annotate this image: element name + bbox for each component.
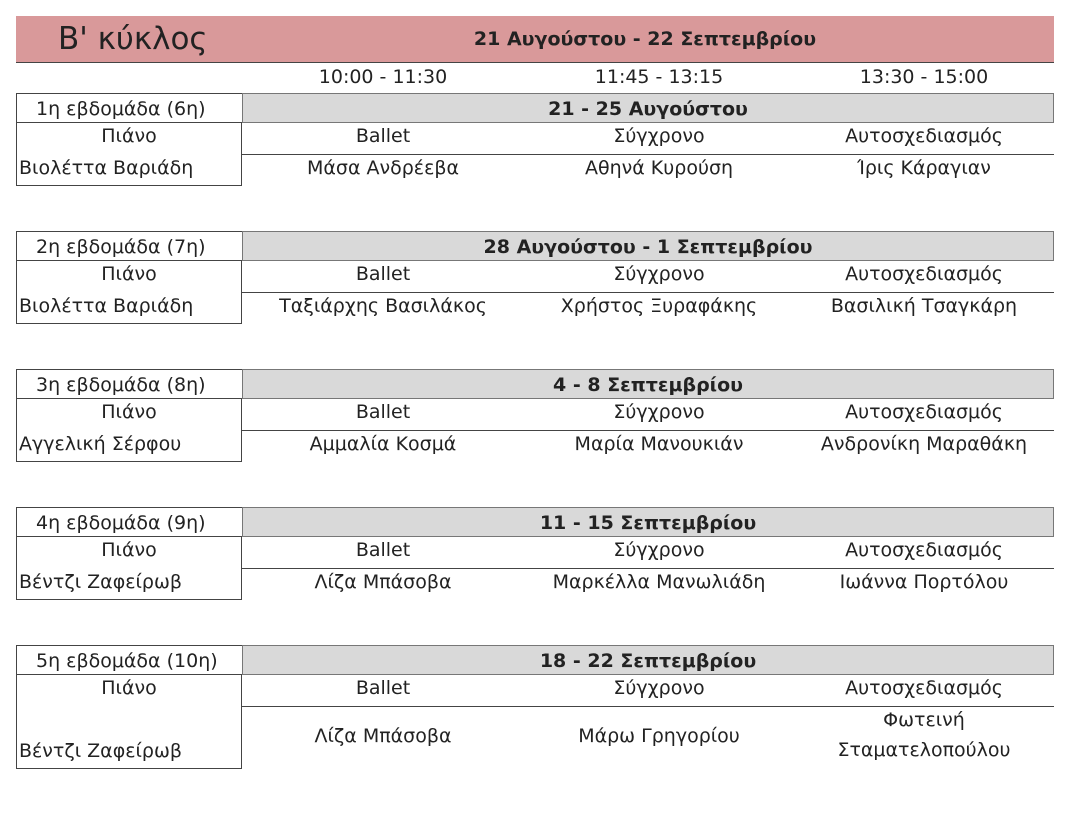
instrument-column (16, 537, 242, 600)
week-label: 3η εβδομάδα (8η) (16, 369, 242, 399)
instrument-name: Πιάνο (101, 263, 157, 285)
teacher-ballet: Ταξιάρχης Βασιλάκος (279, 295, 487, 317)
teacher-contemporary: Μαρία Μανουκιάν (574, 433, 744, 455)
instrument-column (16, 123, 242, 186)
divider (242, 706, 1054, 707)
week-block-4 (0, 507, 1068, 602)
subject-ballet: Ballet (355, 401, 411, 423)
subject-contemporary: Σύγχρονο (613, 539, 705, 561)
week-block-1 (0, 93, 1068, 188)
subject-ballet: Ballet (355, 539, 411, 561)
teacher-contemporary: Μαρκέλλα Μανωλιάδη (552, 571, 766, 593)
week-dates: 28 Αυγούστου - 1 Σεπτεμβρίου (242, 231, 1054, 261)
instrument-column (16, 399, 242, 462)
instrument-name: Πιάνο (101, 125, 157, 147)
divider (242, 430, 1054, 431)
teacher-improvisation-line-1: Φωτεινή (883, 709, 965, 731)
pianist-name: Βέντζι Ζαφείρωβ (19, 571, 183, 593)
time-slot-1: 10:00 - 11:30 (318, 66, 448, 88)
pianist-name: Βιολέττα Βαριάδη (19, 295, 194, 317)
week-label: 4η εβδομάδα (9η) (16, 507, 242, 537)
week-label: 2η εβδομάδα (7η) (16, 231, 242, 261)
teacher-improvisation: Ιωάννα Πορτόλου (839, 571, 1009, 593)
teacher-improvisation-line-2: Σταματελοπούλου (837, 739, 1011, 761)
period-range: 21 Αυγούστου - 22 Σεπτεμβρίου (473, 28, 817, 50)
subject-contemporary: Σύγχρονο (613, 677, 705, 699)
subject-ballet: Ballet (355, 263, 411, 285)
subject-improvisation: Αυτοσχεδιασμός (845, 263, 1003, 285)
subject-improvisation: Αυτοσχεδιασμός (845, 401, 1003, 423)
instrument-name: Πιάνο (101, 677, 157, 699)
teacher-contemporary: Χρήστος Ξυραφάκης (560, 295, 758, 317)
teacher-contemporary: Μάρω Γρηγορίου (578, 725, 740, 747)
teacher-improvisation: Βασιλική Τσαγκάρη (830, 295, 1018, 317)
time-slot-2: 11:45 - 13:15 (594, 66, 724, 88)
subject-contemporary: Σύγχρονο (613, 125, 705, 147)
divider (242, 292, 1054, 293)
pianist-name: Βιολέττα Βαριάδη (19, 157, 194, 179)
teacher-ballet: Μάσα Ανδρέεβα (306, 157, 459, 179)
instrument-column (16, 675, 242, 769)
subject-improvisation: Αυτοσχεδιασμός (845, 539, 1003, 561)
subject-improvisation: Αυτοσχεδιασμός (845, 677, 1003, 699)
week-dates: 11 - 15 Σεπτεμβρίου (242, 507, 1054, 537)
subject-ballet: Ballet (355, 677, 411, 699)
teacher-ballet: Αμμαλία Κοσμά (309, 433, 457, 455)
instrument-name: Πιάνο (101, 401, 157, 423)
subject-contemporary: Σύγχρονο (613, 263, 705, 285)
time-slot-3: 13:30 - 15:00 (859, 66, 989, 88)
subject-contemporary: Σύγχρονο (613, 401, 705, 423)
subject-improvisation: Αυτοσχεδιασμός (845, 125, 1003, 147)
week-block-2 (0, 231, 1068, 326)
week-label: 5η εβδομάδα (10η) (16, 645, 242, 675)
week-dates: 4 - 8 Σεπτεμβρίου (242, 369, 1054, 399)
teacher-improvisation: Ανδρονίκη Μαραθάκη (820, 433, 1028, 455)
subject-ballet: Ballet (355, 125, 411, 147)
cycle-title: Β' κύκλος (58, 21, 208, 57)
week-label: 1η εβδομάδα (6η) (16, 93, 242, 123)
week-block-3 (0, 369, 1068, 464)
divider (242, 154, 1054, 155)
teacher-contemporary: Αθηνά Κυρούση (584, 157, 734, 179)
week-block-5 (0, 645, 1068, 771)
week-dates: 18 - 22 Σεπτεμβρίου (242, 645, 1054, 675)
teacher-improvisation: Ίρις Κάραγιαν (857, 157, 991, 179)
teacher-ballet: Λίζα Μπάσοβα (314, 725, 452, 747)
instrument-column (16, 261, 242, 324)
pianist-name: Αγγελική Σέρφου (19, 433, 182, 455)
instrument-name: Πιάνο (101, 539, 157, 561)
week-dates: 21 - 25 Αυγούστου (242, 93, 1054, 123)
pianist-name: Βέντζι Ζαφείρωβ (19, 740, 183, 762)
teacher-ballet: Λίζα Μπάσοβα (314, 571, 452, 593)
divider (242, 568, 1054, 569)
